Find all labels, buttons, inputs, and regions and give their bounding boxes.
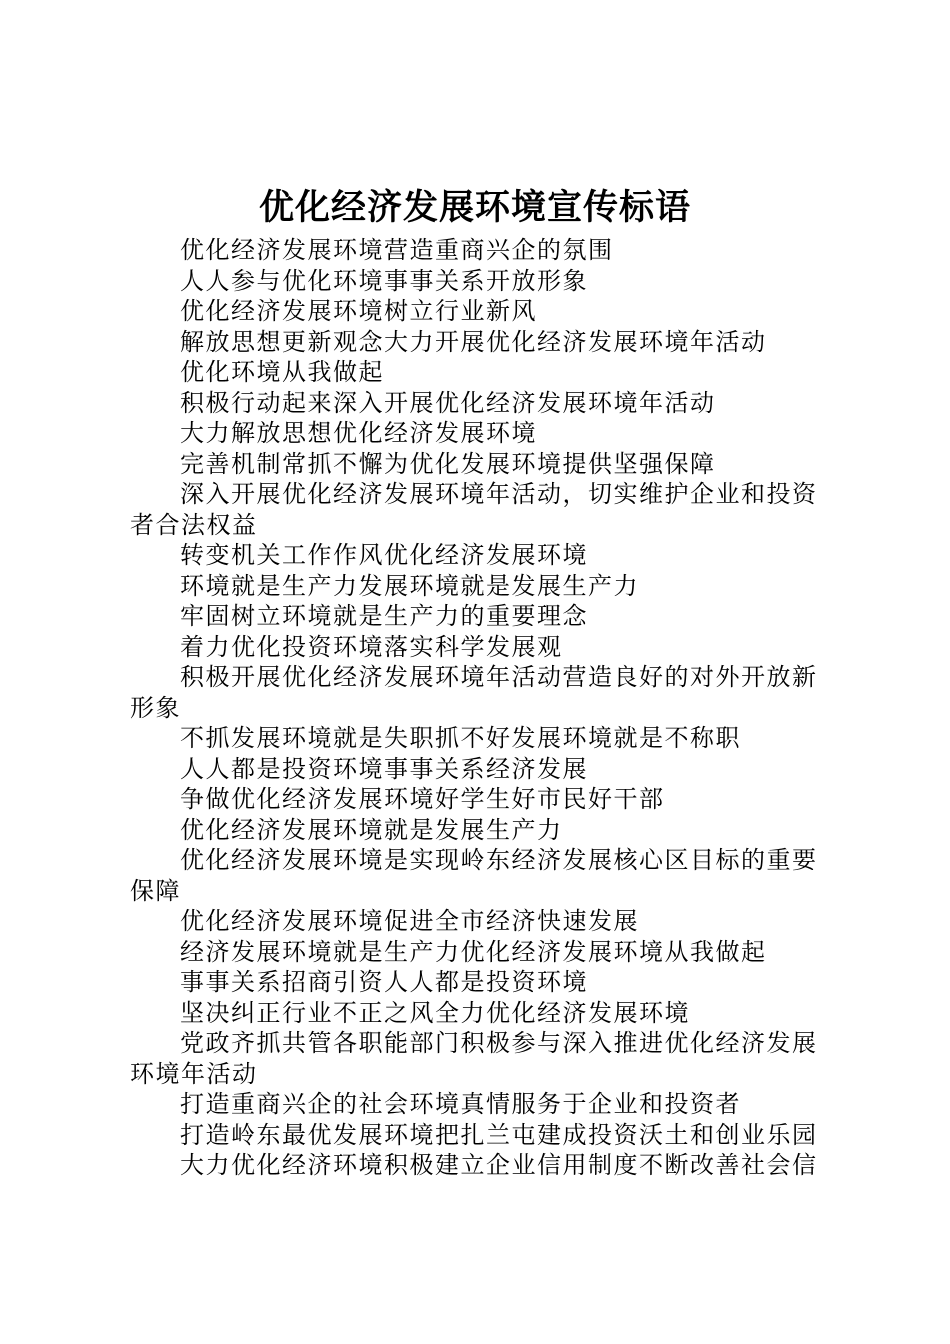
paragraph: 大力优化经济环境积极建立企业信用制度不断改善社会信	[180, 1151, 818, 1179]
paragraph: 牢固树立环境就是生产力的重要理念	[180, 602, 588, 630]
paragraph: 积极行动起来深入开展优化经济发展环境年活动	[180, 388, 716, 417]
paragraph: 解放思想更新观念大力开展优化经济发展环境年活动	[180, 327, 767, 356]
paragraph: 争做优化经济发展环境好学生好市民好干部	[180, 785, 665, 813]
paragraph: 着力优化投资环境落实科学发展观	[180, 632, 563, 661]
paragraph: 打造岭东最优发展环境把扎兰屯建成投资沃土和创业乐园	[180, 1120, 818, 1149]
paragraph: 坚决纠正行业不正之风全力优化经济发展环境	[180, 998, 690, 1027]
paragraph: 优化环境从我做起	[180, 358, 384, 386]
paragraph: 经济发展环境就是生产力优化经济发展环境从我做起	[180, 937, 767, 966]
document-title: 优化经济发展环境宣传标语	[258, 187, 691, 228]
paragraph: 人人参与优化环境事事关系开放形象	[180, 266, 588, 295]
paragraph: 环境就是生产力发展环境就是发展生产力	[180, 571, 639, 600]
paragraph: 不抓发展环境就是失职抓不好发展环境就是不称职	[180, 724, 741, 752]
paragraph: 优化经济发展环境营造重商兴企的氛围	[180, 236, 614, 264]
paragraph: 转变机关工作作风优化经济发展环境	[180, 541, 588, 569]
paragraph: 优化经济发展环境就是发展生产力	[180, 815, 563, 844]
paragraph: 优化经济发展环境促进全市经济快速发展	[180, 907, 639, 935]
paragraph: 优化经济发展环境树立行业新风	[180, 297, 537, 325]
paragraph: 打造重商兴企的社会环境真情服务于企业和投资者	[180, 1090, 741, 1118]
paragraph: 大力解放思想优化经济发展环境	[180, 419, 537, 447]
paragraph: 优化经济发展环境是实现岭东经济发展核心区目标的重要保障	[130, 846, 818, 905]
document-body	[130, 235, 832, 1181]
paragraph: 人人都是投资环境事事关系经济发展	[180, 754, 588, 783]
paragraph: 事事关系招商引资人人都是投资环境	[180, 968, 588, 996]
paragraph: 完善机制常抓不懈为优化发展环境提供坚强保障	[180, 449, 716, 478]
paragraph: 党政齐抓共管各职能部门积极参与深入推进优化经济发展环境年活动	[130, 1029, 818, 1088]
paragraph: 深入开展优化经济发展环境年活动，切实维护企业和投资者合法权益	[130, 480, 818, 539]
paragraph: 积极开展优化经济发展环境年活动营造良好的对外开放新形象	[130, 663, 818, 722]
